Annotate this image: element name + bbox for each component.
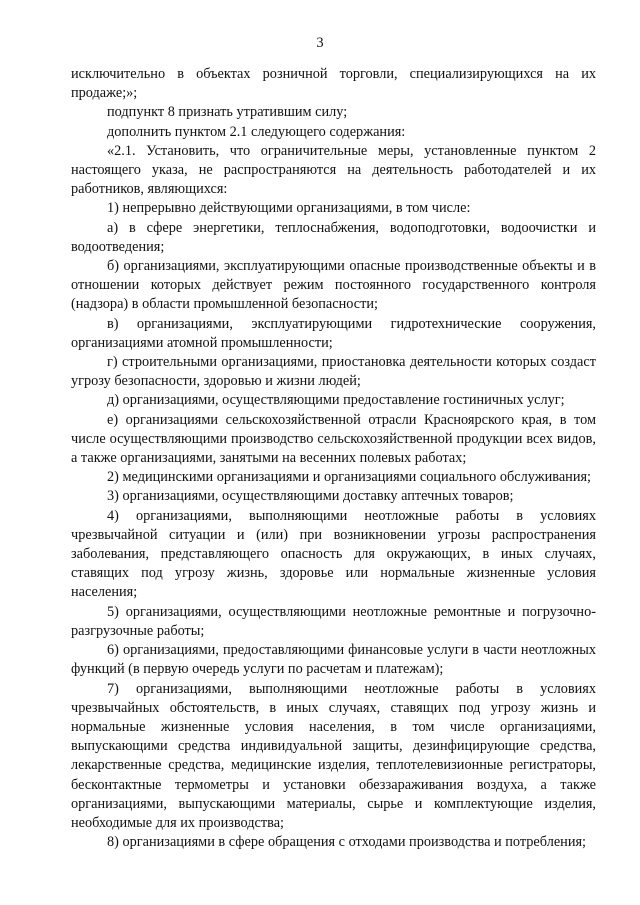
list-item-1d: д) организациями, осуществляющими предоставление гостиничных услуг; — [107, 392, 565, 409]
list-item-4: 4) организациями, выполняющими неотложные работы в условиях чрезвычайной ситуации и (или) при возникновении угрозы распространения заболевания, представляющего опасность для окружающих, в иных случаях, ставящих под угрозу жизнь, здоровье или нормальные жизненные условия населения; — [71, 507, 596, 601]
list-item-1a: а) в сфере энергетики, теплоснабжения, водоподготовки, водоочистки и водоотведения; — [71, 219, 596, 255]
paragraph-subclause-8: подпункт 8 признать утратившим силу; — [107, 104, 348, 121]
list-item-1v: в) организациями, эксплуатирующими гидротехнические сооружения, организациями атомной промышленности; — [71, 315, 596, 351]
list-item-1g: г) строительными организациями, приостановка деятельности которых создаст угрозу безопасности, здоровью и жизни людей; — [71, 354, 596, 390]
list-item-3: 3) организациями, осуществляющими доставку аптечных товаров; — [107, 488, 514, 505]
list-item-8: 8) организациями в сфере обращения с отходами производства и потребления; — [107, 834, 587, 851]
document-body — [71, 65, 596, 852]
page-number: 3 — [316, 35, 324, 51]
paragraph-clause-2-1: «2.1. Установить, что ограничительные меры, установленные пунктом 2 настоящего указа, не распространяются на деятельность работодателей и их работников, являющихся: — [71, 142, 596, 198]
list-item-1b: б) организациями, эксплуатирующими опасные производственные объекты и в отношении которых действует режим постоянного государственного контроля (надзора) в области промышленной безопасности; — [71, 258, 596, 313]
list-item-6: 6) организациями, предоставляющими финансовые услуги в части неотложных функций (в первую очередь услуги по расчетам и платежам); — [71, 642, 596, 678]
list-item-1e: е) организациями сельскохозяйственной отрасли Красноярского края, в том числе осуществляющими производство сельскохозяйственной продукции всех видов, а также организациями, занятыми на весенних полевых работах; — [71, 411, 596, 467]
paragraph-add-clause: дополнить пунктом 2.1 следующего содержания: — [107, 123, 406, 140]
list-item-5: 5) организациями, осуществляющими неотложные ремонтные и погрузочно-разгрузочные работы; — [71, 603, 596, 639]
list-item-7: 7) организациями, выполняющими неотложные работы в условиях чрезвычайных обстоятельств, в иных случаях, ставящих под угрозу жизнь и нормальные жизненные условия населения, в том числе организациями, выпускающими средства индивидуальной защиты, дезинфицирующие средства, лекарственные средства, медицинские изделия, теплотелевизионные регистраторы, бесконтактные термометры и установки обеззараживания воздуха, а также организациями, выпускающими материалы, сырье и комплектующие изделия, необходимые для их производства; — [71, 680, 596, 831]
paragraph-continuation: исключительно в объектах розничной торговли, специализирующихся на их продаже;»; — [71, 66, 596, 102]
list-item-1: 1) непрерывно действующими организациями, в том числе: — [107, 200, 471, 217]
list-item-2: 2) медицинскими организациями и организациями социального обслуживания; — [107, 469, 592, 486]
